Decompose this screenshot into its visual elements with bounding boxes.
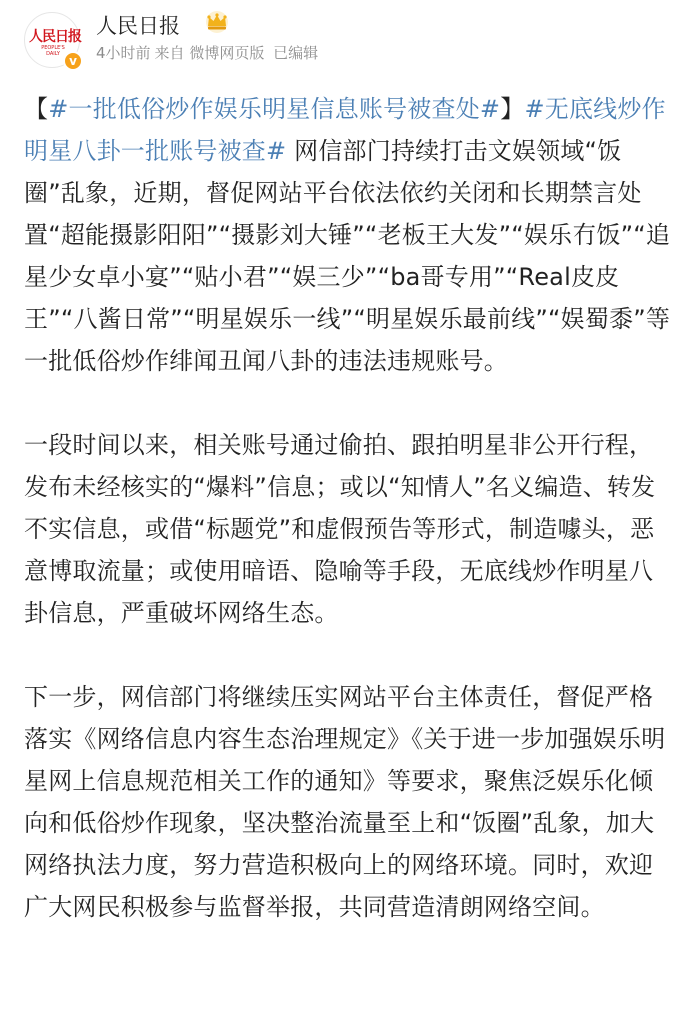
paragraph-1 (24, 88, 674, 382)
post-meta (96, 42, 322, 63)
bracket-open: 【 (24, 95, 49, 123)
paragraph-text: 网信部门持续打击文娱领域“饭圈”乱象，近期，督促网站平台依法依约关闭和长期禁言处置“超能摄影阳阳”“摄影刘大锤”“老板王大发”“娱乐冇饭”“追星少女卓小宴”“贴小君”“娱三少”“ba哥专用”“Real皮皮王”“八酱日常”“明星娱乐一线”“明星娱乐最前线”“娱蜀黍”等一批低俗炒作绯闻丑闻八卦的违法违规账号。 (24, 137, 671, 375)
bracket-close: 】 (500, 95, 525, 123)
avatar-logo: 人民日报 (29, 29, 81, 45)
crown-icon[interactable] (202, 10, 232, 34)
hashtag-link[interactable]: #一批低俗炒作娱乐明星信息账号被查处# (48, 95, 501, 123)
post-edited[interactable]: 已编辑 (273, 44, 319, 62)
post-content (24, 88, 674, 970)
hashtag-link[interactable]: #无底线炒作明星八卦一批账号被查# (24, 95, 666, 165)
author-name[interactable]: 人民日报 (96, 14, 180, 38)
paragraph-3: 下一步，网信部门将继续压实网站平台主体责任，督促严格落实《网络信息内容生态治理规定》《关于进一步加强娱乐明星网上信息规范相关工作的通知》等要求，聚焦泛娱乐化倾向和低俗炒作现象，坚决整治流量至上和“饭圈”乱象，加大网络执法力度，努力营造积极向上的网络环境。同时，欢迎广大网民积极参与监督举报，共同营造清朗网络空间。 (24, 683, 666, 921)
post-source: 来自 微博网页版 (154, 44, 265, 62)
verified-badge-icon: v (63, 51, 83, 71)
avatar-logo-sub: PEOPLE'S DAILY (41, 45, 65, 57)
avatar[interactable] (24, 12, 80, 68)
post-header (24, 6, 664, 66)
post-time[interactable]: 4小时前 (96, 44, 151, 62)
paragraph-2: 一段时间以来，相关账号通过偷拍、跟拍明星非公开行程，发布未经核实的“爆料”信息；或以“知情人”名义编造、转发不实信息，或借“标题党”和虚假预告等形式，制造噱头，恶意博取流量；或使用暗语、隐喻等手段，无底线炒作明星八卦信息，严重破坏网络生态。 (24, 431, 656, 627)
